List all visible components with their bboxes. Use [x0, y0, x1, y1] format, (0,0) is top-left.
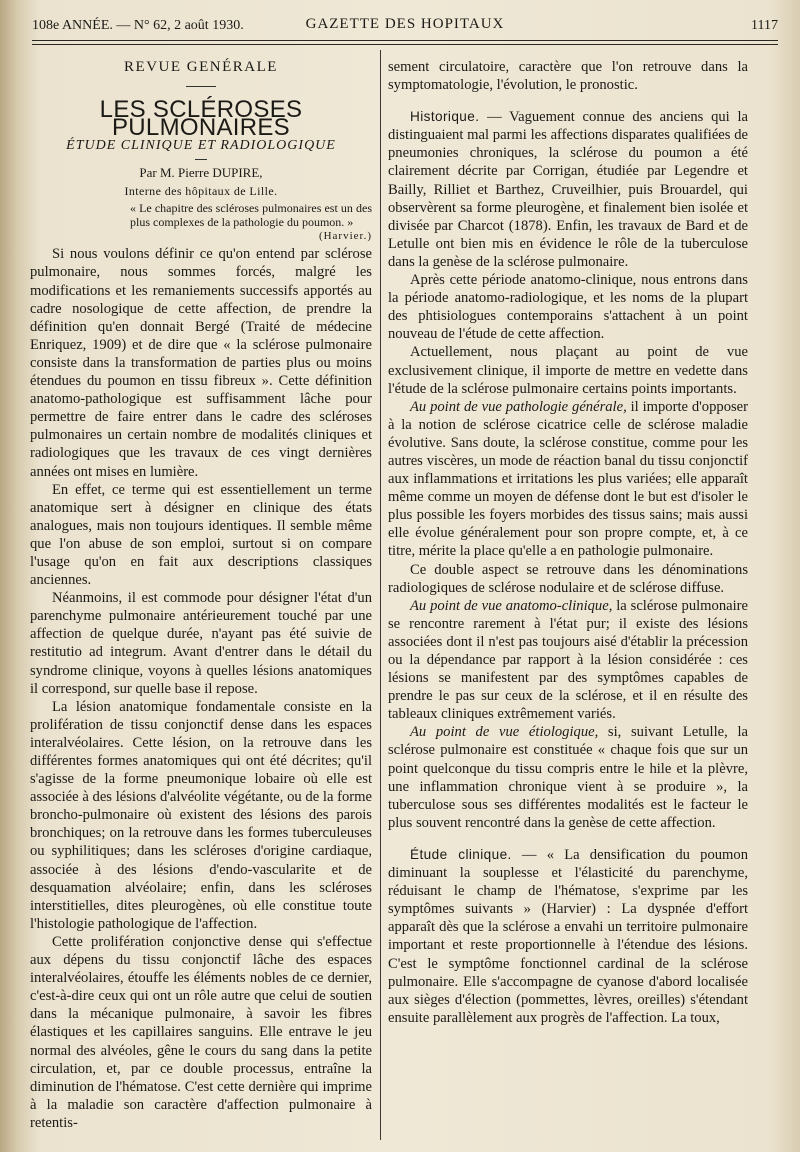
paragraph: Cette prolifération conjonctive dense qui s'effectue aux dépens du tissu conjonctif lâche des espaces interalvéolaires, étouffe les éléments nobles de ce dernier, c'est-à-dire ceux qui ont un rôle autre que celui de soutien dans la mécanique pulmonaire, à savoir les fibres élastiques et les capillaires sanguins. Elle entrave le jeu normal des alvéoles, gêne le cours du sang dans la petite circulation, et, par ce double processus, entraîne la diminution de l'hématose. C'est cette dernière qui imprime à la maladie son caractère d'affection pulmonaire à retentis-	[30, 933, 372, 1131]
paragraph: La lésion anatomique fondamentale consiste en la prolifération de tissu conjonctif dense dans les espaces interalvéolaires. Cette lésion, on la retrouve dans les différentes formes anatomiques qui ont été décrites; qu'il s'agisse de la forme pneumonique lobaire où elle est associée à des lésions d'alvéolite végétante, ou de la forme broncho-pulmonaire où existent des lésions des parois bronchiques; on la retrouve dans les formes tuberculeuses ou syphilitiques; dans les scléroses d'origine cardiaque, associée à des lésions d'endo-vascularite et de desquamation alvéolaire; enfin, dans les scléroses interstitielles, dites pleurogènes, où elle constitue toute l'histologie pathologique de l'affection.	[30, 698, 372, 932]
paragraph	[388, 398, 748, 561]
paragraph: En effet, ce terme qui est essentiellement un terme anatomique sert à désigner en clinique des états analogues, mais non toujours identiques. Il semble même que l'on abuse de son emploi, surtout si on compare l'usage qu'on en fait aux descriptions classiques anciennes.	[30, 481, 372, 589]
running-header	[32, 10, 778, 36]
spacer	[388, 832, 748, 846]
paragraph-text: si, suivant Letulle, la sclérose pulmonaire est constituée « chaque fois que sur un point quelconque du tissu compris entre le hile et la plèvre, une inflammation chronique vient à se produire », la tuberculose sous ses différentes modalités est le facteur le plus souvent rencontré dans la genèse de cette affection.	[388, 724, 748, 831]
historique-paragraph	[388, 108, 748, 271]
journal-title: GAZETTE DES HOPITAUX	[305, 16, 505, 32]
paragraph	[388, 723, 748, 832]
rubric-rule	[186, 86, 216, 87]
author: Par M. Pierre DUPIRE,	[139, 165, 263, 181]
issue-info: 108e ANNÉE. — N° 62, 2 août 1930.	[32, 18, 244, 33]
epigraph-text: « Le chapitre des scléroses pulmonaires est un des plus complexes de la pathologie du poumon. »	[130, 200, 372, 229]
article-title: LES SCLÉROSES PULMONAIRES	[99, 96, 303, 142]
paragraph: sement circulatoire, caractère que l'on retrouve dans la symptomatologie, l'évolution, le pronostic.	[388, 59, 748, 94]
header-rule-double	[32, 44, 778, 45]
section-heading-historique: Historique.	[410, 109, 480, 125]
paragraph	[388, 597, 748, 724]
etude-paragraph	[388, 846, 748, 1027]
article-subtitle: ÉTUDE CLINIQUE ET RADIOLOGIQUE	[66, 138, 336, 154]
header-rule	[32, 40, 778, 41]
author-role: Interne des hôpitaux de Lille.	[124, 184, 278, 199]
rubric: REVUE GENÉRALE	[124, 59, 278, 75]
paragraph: Ce double aspect se retrouve dans les dénominations radiologiques de sclérose nodulaire et de sclérose diffuse.	[388, 561, 748, 596]
section-heading-etude-clinique: Étude clinique.	[410, 846, 512, 862]
subtitle-rule	[195, 159, 207, 160]
paragraph-text: — Vaguement connue des anciens qui la distinguaient mal parmi les affections disparates qualifiées de pneumonies chroniques, la sclérose du poumon a été clairement décrite par Corrigan, étudiée par Legendre et Bailly, Rilliet et Barthez, Cruveilhier, puis Brouardel, qui observèrent sa forme pleurogène, et finalement bien isolée et divisée par Charcot (1878). Enfin, les travaux de Bard et de Letulle ont bien mis en évidence le rôle de la tuberculose dans la genèse de la sclérose pulmonaire.	[388, 109, 748, 270]
paragraph-text: la sclérose pulmonaire se rencontre rarement à l'état pur; il existe des lésions associées dont il n'est pas toujours aisé d'établir la précession ou la dépendance par rapport à la lésion considérée : ces lésions se manifestent par des symptômes capables de prendre le pas sur ceux de la sclérose, et il en résulte des tableaux cliniques extrêmement variés.	[388, 597, 748, 723]
paragraph-text: — « La densification du poumon diminuant la souplesse et l'élasticité du parenchyme, réduisant le champ de l'hématose, s'exprime par les symptômes suivants » (Harvier) : La dyspnée d'effort apparaît dès que la sclérose a envahi un territoire pulmonaire important et reste proportionnelle à l'étendue des lésions. C'est le symptôme fonctionnel cardinal de la sclérose pulmonaire. Elle s'accompagne de cyanose d'abord localisée aux sièges d'élection (pommettes, lèvres, oreilles) s'étendant ensuite parallèlement aux progrès de l'affection. La toux,	[388, 846, 748, 1026]
italic-lead: Au point de vue pathologie générale,	[410, 398, 627, 415]
paragraph: Si nous voulons définir ce qu'on entend par sclérose pulmonaire, nous sommes forcés, malgré les modifications et les remaniements successifs apportés au cadre nosologique de cette affection, de prendre la définition qu'en donnait Bergé (Traité de médecine Enriquez, 1909) et de dire que « la sclérose pulmonaire consiste dans la transformation de parties plus ou moins étendues du poumon en tissu fibreux ». Cette définition anatomo-pathologique est suffisamment lâche pour permettre de faire entrer dans le cadre des scléroses pulmonaires un certain nombre de modalités cliniques et radiologiques que les travaux de ces vingt dernières années ont mises en lumière.	[30, 246, 372, 480]
italic-lead: Au point de vue étiologique,	[410, 724, 599, 741]
italic-lead: Au point de vue anatomo-clinique,	[410, 597, 613, 614]
paragraph-text: il importe d'opposer à la notion de sclérose cicatrice celle de sclérose maladie évolutive. Sans doute, la sclérose constitue, comme pour les autres viscères, un mode de réaction banal du tissu conjonctif aux inflammations et irritations les plus variées; elle apparaît même comme un moyen de défense dont le but est d'isoler le plus possible les foyers morbides des tissus sains; mais aussi elle évolue généralement pour son propre compte, et, à ce titre, mérite la place qu'elle a en pathologie pulmonaire.	[388, 398, 749, 560]
spacer	[388, 94, 748, 108]
page-number: 1117	[751, 18, 778, 33]
epigraph	[130, 200, 372, 243]
epigraph-source: (Harvier.)	[318, 230, 372, 243]
paragraph: Néanmoins, il est commode pour désigner l'état d'un parenchyme pulmonaire antérieurement touché par une affection de quelque durée, n'ayant pas été suivie de restitutio ad integrum. Avant d'entrer dans le détail du syndrome clinique, voyons à quelles lésions anatomiques il correspond, sur quelle base il repose.	[30, 590, 372, 697]
column-divider	[380, 50, 381, 1140]
paragraph: Après cette période anatomo-clinique, nous entrons dans la période anatomo-radiologique, et les noms de la plupart des phtisiologues contemporains s'attachent à un point nouveau de l'étude de cette affection.	[388, 272, 748, 343]
right-column	[388, 58, 748, 1027]
left-column	[30, 58, 372, 1132]
paragraph: Actuellement, nous plaçant au point de vue exclusivement clinique, il importe de mettre en vedette dans l'étude de la sclérose pulmonaire certains points importants.	[388, 344, 748, 397]
